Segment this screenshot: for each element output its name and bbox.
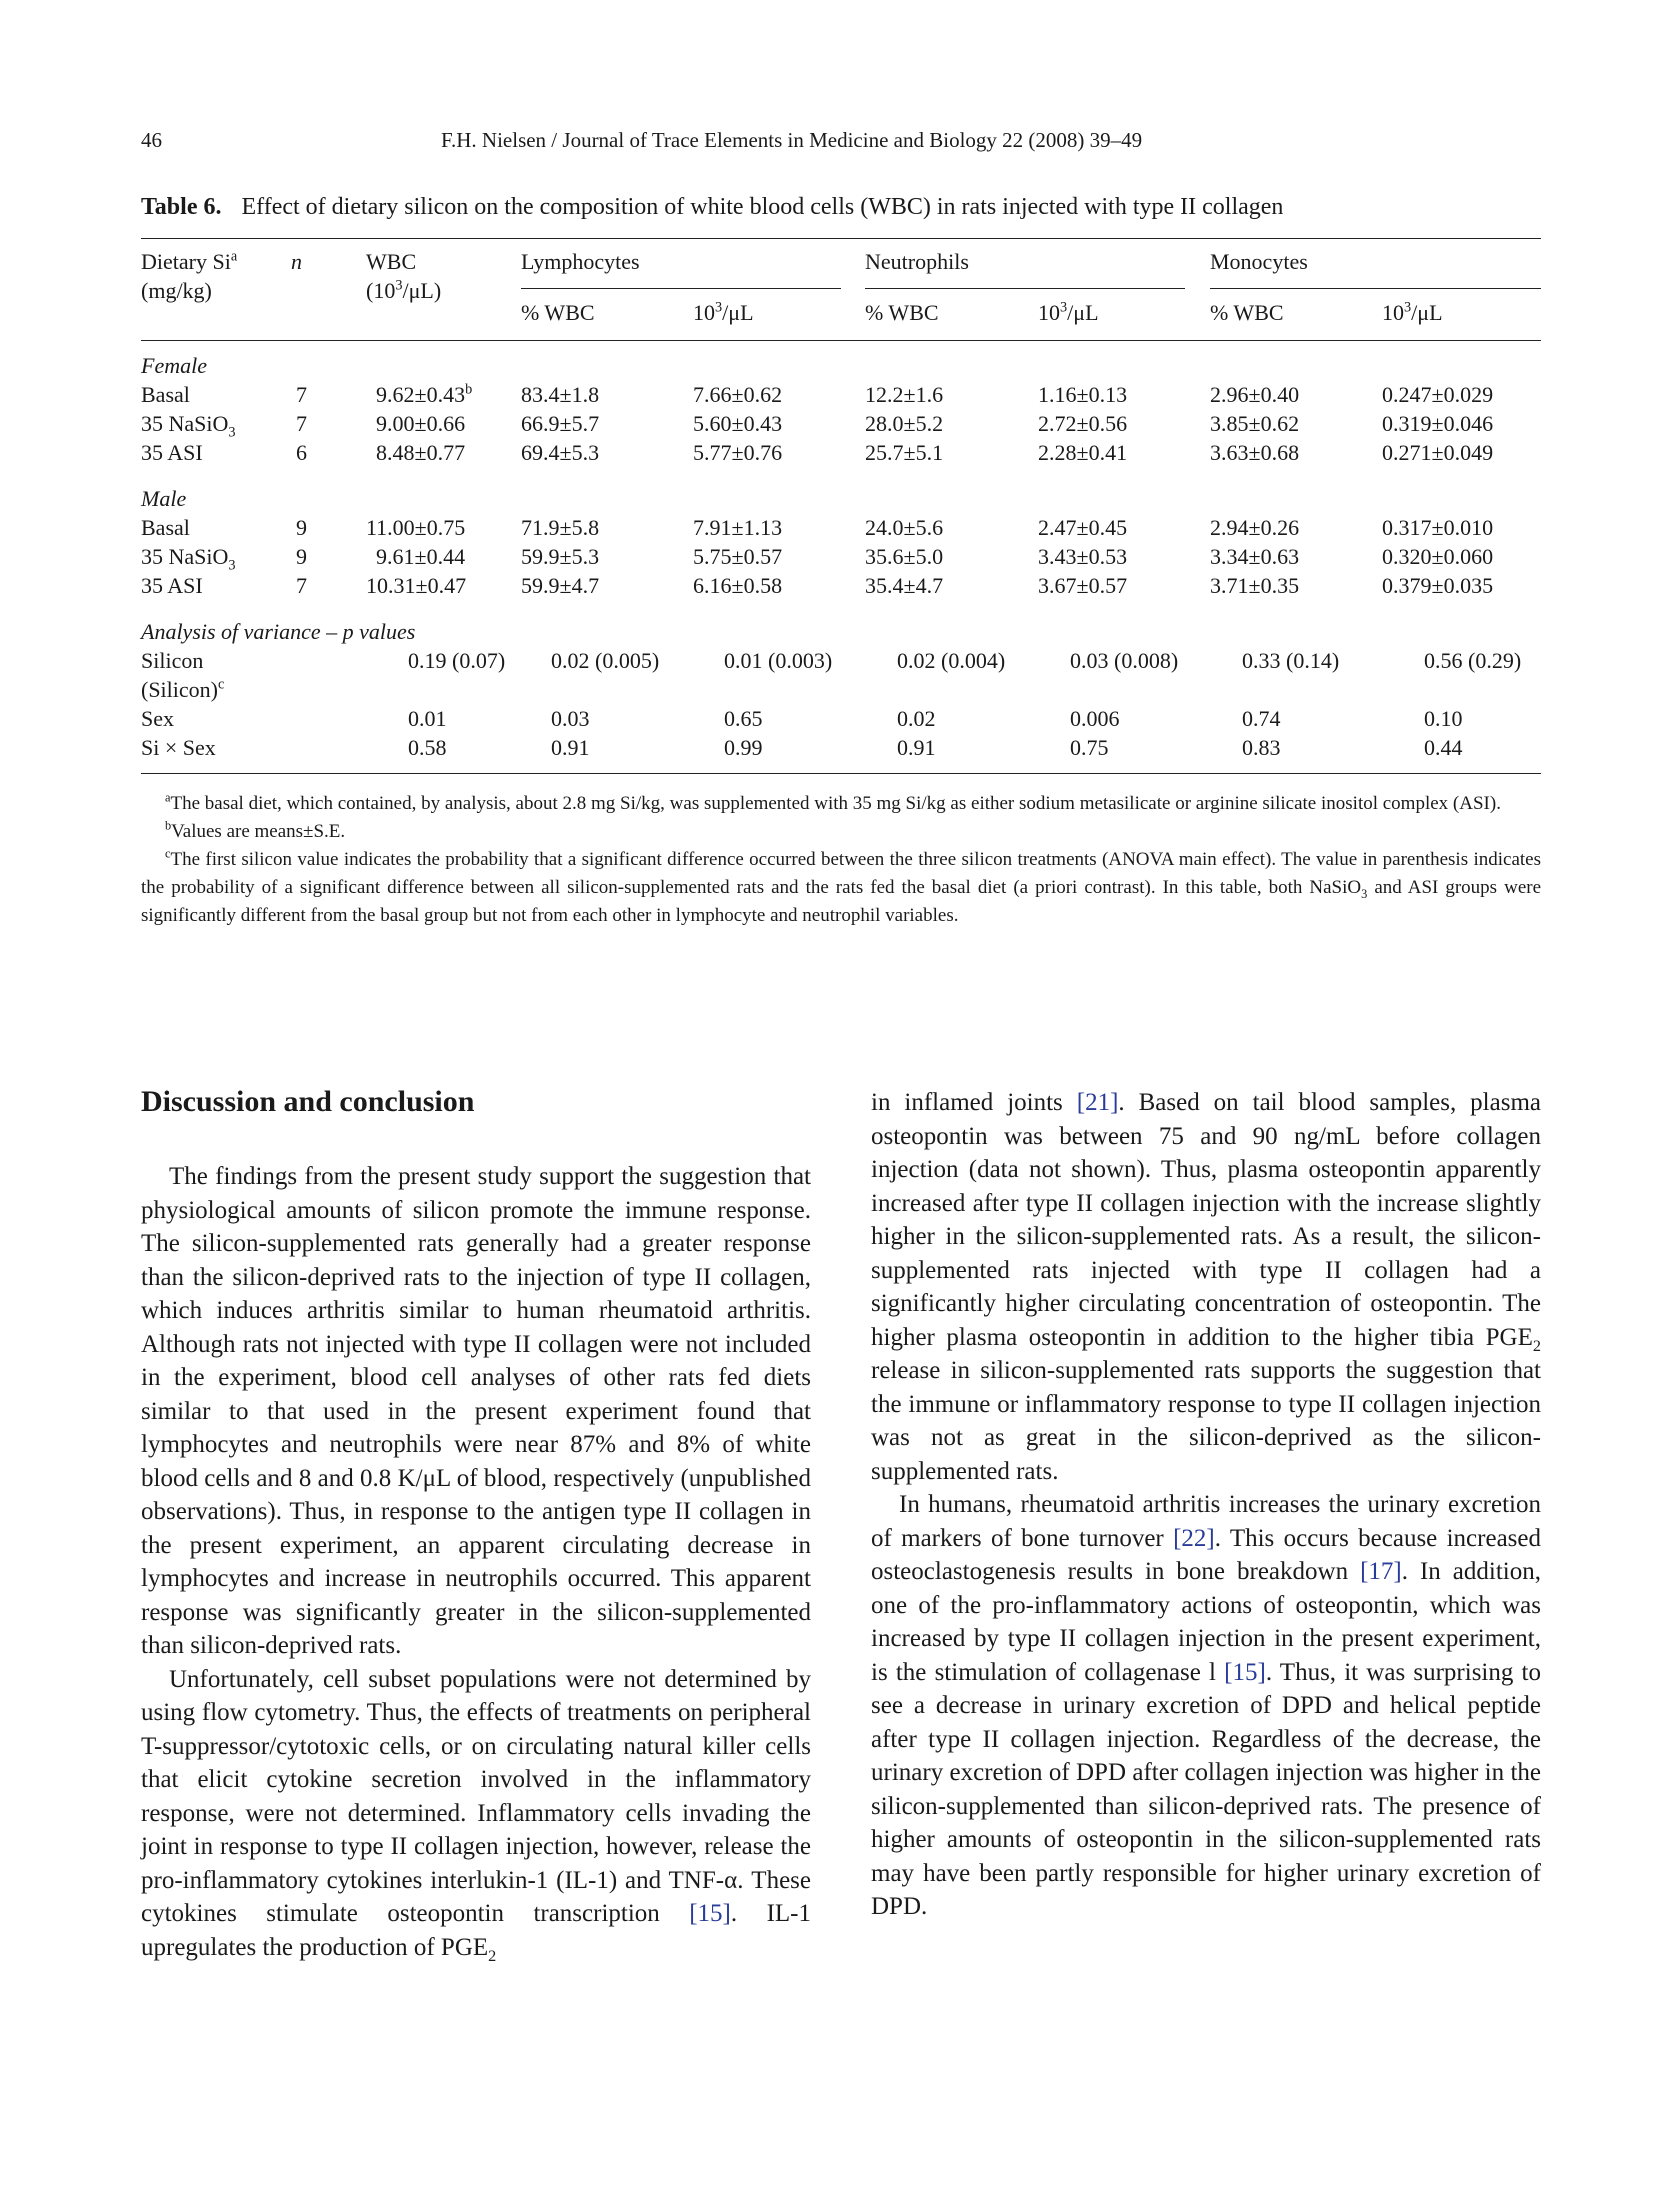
table-cell: 35.4±4.7 (865, 573, 944, 598)
journal-citation: F.H. Nielsen / Journal of Trace Elements in Medicine and Biology 22 (2008) 39–49 (441, 128, 1143, 152)
table-cell: 3.67±0.57 (1038, 573, 1128, 598)
table-row: Silicon (141, 648, 204, 673)
header-lym-abs: $10^3/\mu L$ (693, 299, 754, 325)
table-cell: 0.99 (724, 735, 763, 760)
table-cell: 24.0±5.6 (865, 515, 944, 540)
page-number: 46 (141, 128, 162, 152)
table-cell: 0.56 (0.29) (1424, 648, 1522, 673)
table-row: Si × Sex (141, 735, 216, 760)
table-cell: 0.03 (0.008) (1070, 648, 1179, 673)
table-footnotes (141, 790, 1541, 930)
table-cell: 7 (296, 573, 307, 598)
header-lymphocytes: Lymphocytes (521, 249, 640, 274)
header-mon-pct: % WBC (1210, 300, 1284, 325)
table-cell: 69.4±5.3 (521, 440, 600, 465)
table-cell: 0.02 (897, 706, 936, 731)
header-monocytes: Monocytes (1210, 249, 1308, 274)
table-cell: 0.58 (408, 735, 447, 760)
table-title: Effect of dietary silicon on the composition of white blood cells (WBC) in rats injected with type II collagen (241, 194, 1284, 220)
header-dietary-si: Dietary Si$^a$ (141, 248, 238, 274)
table-cell: 2.28±0.41 (1038, 440, 1128, 465)
paragraph: In humans, rheumatoid arthritis increases the urinary excretion of markers of bone turnover [22]. This occurs because increased osteoclastogenesis results in bone breakdown [17]. In addition, one of the pro-inflammatory actions of osteopontin, which was increased by type II collagen injection in the present experiment, is the stimulation of collagenase l [15]. Thus, it was surprising to see a decrease in urinary excretion of DPD and helical peptide after type II collagen injection. Regardless of the decrease, the urinary excretion of DPD after collagen injection was higher in the silicon-supplemented than silicon-deprived rats. The presence of higher amounts of osteopontin in the silicon-supplemented rats may have been partly responsible for higher urinary excretion of DPD. (871, 1491, 1541, 1920)
table-row: 35 ASI (141, 573, 203, 598)
table-cell: 7.91±1.13 (693, 515, 783, 540)
left-column (141, 1160, 811, 1964)
table-row: 35 ASI (141, 440, 203, 465)
table-caption (141, 194, 1541, 221)
neutrophils-underline (865, 288, 1185, 289)
table-cell: 0.319±0.046 (1382, 411, 1494, 436)
table-cell: 83.4±1.8 (521, 382, 600, 407)
table-cell: 7.66±0.62 (693, 382, 783, 407)
table-cell: 0.379±0.035 (1382, 573, 1494, 598)
table-cell: 0.91 (897, 735, 936, 760)
table-cell: 0.91 (551, 735, 590, 760)
table-cell: 0.320±0.060 (1382, 544, 1494, 569)
footnote-b: $^b$Values are means±S.E. (165, 818, 346, 842)
table-cell: 9 (296, 544, 307, 569)
table-cell: 0.271±0.049 (1382, 440, 1494, 465)
table-cell: 35.6±5.0 (865, 544, 944, 569)
table-cell: 3.34±0.63 (1210, 544, 1300, 569)
table-cell: 0.03 (551, 706, 590, 731)
header-wbc-unit: $(10^3/\mu L)$ (366, 277, 442, 303)
table-cell: 0.74 (1242, 706, 1281, 731)
table-cell: 6.16±0.58 (693, 573, 783, 598)
table-cell: 0.317±0.010 (1382, 515, 1494, 540)
table-cell: 5.77±0.76 (693, 440, 783, 465)
running-head (141, 128, 1541, 160)
header-neu-abs: $10^3/\mu L$ (1038, 299, 1099, 325)
table-cell: 11.00±0.75 (366, 515, 466, 540)
table-cell: 59.9±5.3 (521, 544, 600, 569)
paragraph: Unfortunately, cell subset populations were not determined by using flow cytometry. Thus, the effects of treatments on peripheral T-suppressor/cytotoxic cells, or on circulating natural killer cells that elicit cytokine secretion involved in the inflammatory response, were not determined. Inflammatory cells invading the joint in response to type II collagen injection, however, release the pro-inflammatory cytokines interlukin-1 (IL-1) and TNF-α. These cytokines stimulate osteopontin transcription [15]. IL-1 upregulates the production of $PGE_2$ (141, 1665, 811, 1965)
table-cell: 28.0±5.2 (865, 411, 944, 436)
table-cell: 9.00±0.66 (376, 411, 466, 436)
header-neu-pct: % WBC (865, 300, 939, 325)
group-label-male: Male (141, 486, 187, 511)
table-cell: 6 (296, 440, 307, 465)
table-header-rule (141, 340, 1541, 341)
table-cell: 0.33 (0.14) (1242, 648, 1340, 673)
table-row: Sex (141, 706, 174, 731)
reference-link[interactable]: [17] (1360, 1558, 1402, 1585)
reference-link[interactable]: [15] (689, 1900, 731, 1927)
table-bottom-rule (141, 773, 1541, 774)
header-lym-pct: % WBC (521, 300, 595, 325)
paragraph: in inflamed joints [21]. Based on tail blood samples, plasma osteopontin was between 75 and 90 ng/mL before collagen injection (data not shown). Thus, plasma osteopontin apparently increased after type II collagen injection with the increase slightly higher in the silicon-supplemented rats. As a result, the silicon-supplemented rats injected with type II collagen had a significantly higher circulating concentration of osteopontin. The higher plasma osteopontin in addition to the higher tibia $PGE_2$ release in silicon-supplemented rats supports the suggestion that the immune or inflammatory response to type II collagen injection was not as great in the silicon-deprived as the silicon-supplemented rats. (871, 1089, 1541, 1485)
table-cell: 0.10 (1424, 706, 1463, 731)
reference-link[interactable]: [22] (1173, 1524, 1215, 1552)
table-cell: 66.9±5.7 (521, 411, 600, 436)
header-wbc: WBC (366, 249, 417, 274)
data-table (141, 235, 1541, 780)
table-cell: 2.72±0.56 (1038, 411, 1128, 436)
header-n: n (291, 249, 302, 274)
table-cell: 7 (296, 411, 307, 436)
table-row: 35 NaSiO$_3$ (141, 544, 236, 574)
table-cell: 0.006 (1070, 706, 1120, 731)
table-cell: 10.31±0.47 (366, 573, 467, 598)
table-cell: 0.65 (724, 706, 763, 731)
header-mon-abs: $10^3/\mu L$ (1382, 299, 1443, 325)
table-cell: 0.44 (1424, 735, 1463, 760)
table-cell: 2.47±0.45 (1038, 515, 1128, 540)
reference-link[interactable]: [15] (1224, 1658, 1266, 1686)
table-cell: 8.48±0.77 (376, 440, 466, 465)
section-heading: Discussion and conclusion (141, 1085, 475, 1118)
lymphocytes-underline (521, 288, 841, 289)
table-row: 35 NaSiO$_3$ (141, 411, 236, 441)
table-cell: 9.61±0.44 (376, 544, 466, 569)
table-cell: 25.7±5.1 (865, 440, 944, 465)
header-neutrophils: Neutrophils (865, 249, 969, 274)
table-cell: 2.96±0.40 (1210, 382, 1300, 407)
table-label: Table 6. (141, 194, 222, 220)
table-cell: 9 (296, 515, 307, 540)
table-cell: 0.83 (1242, 735, 1281, 760)
table-cell: 0.02 (0.004) (897, 648, 1006, 673)
table-cell: 0.02 (0.005) (551, 648, 660, 673)
group-label-female: Female (141, 353, 207, 378)
table-cell: 5.75±0.57 (693, 544, 783, 569)
monocytes-underline (1210, 288, 1541, 289)
table-cell: 59.9±4.7 (521, 573, 600, 598)
reference-link[interactable]: [21] (1076, 1089, 1119, 1116)
right-column (871, 1086, 1541, 1924)
table-row: Basal (141, 382, 190, 407)
table-cell: 5.60±0.43 (693, 411, 783, 436)
table-cell: 2.94±0.26 (1210, 515, 1300, 540)
table-cell: 7 (296, 382, 307, 407)
anova-label: Analysis of variance – p values (141, 619, 416, 644)
table-cell: 3.71±0.35 (1210, 573, 1300, 598)
table-cell: 0.247±0.029 (1382, 382, 1494, 407)
table-cell: 3.43±0.53 (1038, 544, 1128, 569)
table-cell: 12.2±1.6 (865, 382, 944, 407)
paragraph: The findings from the present study support the suggestion that physiological amounts of silicon promote the immune response. The silicon-supplemented rats generally had a greater response than the silicon-deprived rats to the injection of type II collagen, which induces arthritis similar to human rheumatoid arthritis. Although rats not injected with type II collagen were not included in the experiment, blood cell analyses of other rats fed diets similar to that used in the present experiment found that lymphocytes and neutrophils were near 87% and 8% of white blood cells and 8 and 0.8 K/μL of blood, respectively (unpublished observations). Thus, in response to the antigen type II collagen in the present experiment, an apparent circulating decrease in lymphocytes and increase in neutrophils occurred. This apparent response was significantly greater in the silicon-supplemented than silicon-deprived rats. (141, 1163, 811, 1659)
table-cell: 1.16±0.13 (1038, 382, 1128, 407)
table-cell: 71.9±5.8 (521, 515, 600, 540)
footnote-a: $^a$The basal diet, which contained, by analysis, about 2.8 mg Si/kg, was supplemented with 35 mg Si/kg as either sodium metasilicate or arginine silicate inositol complex (ASI). (165, 790, 1501, 814)
table-cell: (Silicon)$^c$ (141, 676, 225, 702)
table-cell: 0.19 (0.07) (408, 648, 506, 673)
table-cell: 0.75 (1070, 735, 1109, 760)
table-cell: 0.01 (0.003) (724, 648, 833, 673)
table-cell: 3.85±0.62 (1210, 411, 1300, 436)
footnote-c: $^c$The first silicon value indicates the probability that a significant difference occurred between the three silicon treatments (ANOVA main effect). The value in parenthesis indicates the probability of a significant difference between all silicon-supplemented rats and the rats fed the basal diet (a priori contrast). In this table, both NaSiO$_3$ and ASI groups were significantly different from the basal group but not from each other in lymphocyte and neutrophil variables. (141, 846, 1542, 926)
table-top-rule (141, 238, 1541, 239)
table-cell: 0.01 (408, 706, 447, 731)
table-cell: 9.62±0.43$^b$ (376, 381, 473, 407)
table-cell: 3.63±0.68 (1210, 440, 1300, 465)
table-row: Basal (141, 515, 190, 540)
header-dietary-si-unit: (mg/kg) (141, 278, 212, 303)
